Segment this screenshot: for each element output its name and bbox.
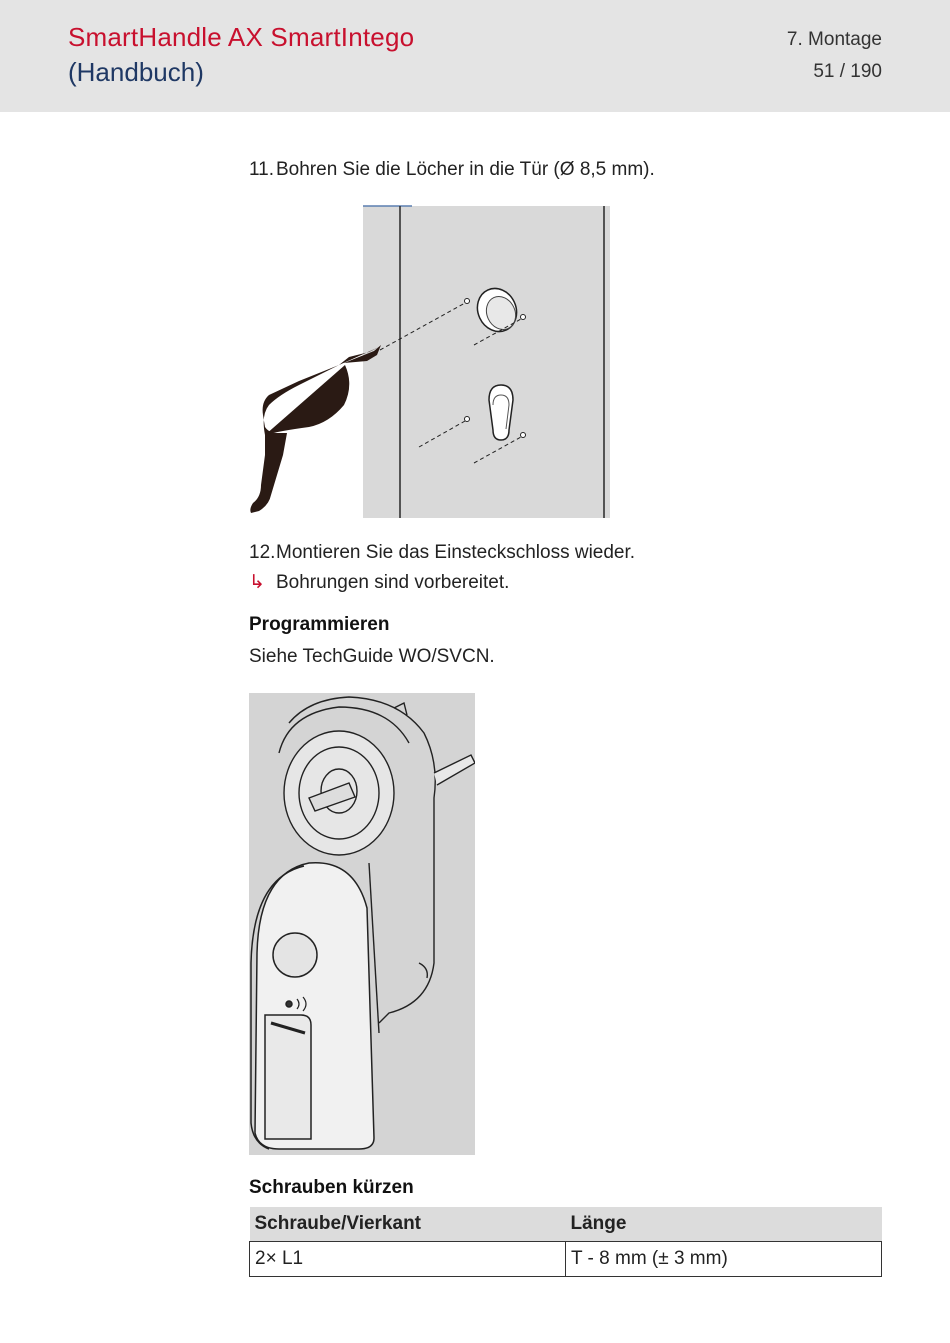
table-row — [250, 1242, 882, 1277]
cell-screw: 2× L1 — [250, 1242, 566, 1277]
step-result — [249, 571, 509, 594]
step-11 — [249, 159, 655, 181]
step-number: 11. — [249, 159, 275, 180]
column-header-length: Länge — [566, 1207, 882, 1242]
escutcheon-icon — [251, 863, 374, 1149]
screws-heading: Schrauben kürzen — [249, 1177, 414, 1198]
chapter-label: 7. Montage — [786, 29, 882, 50]
page-header — [0, 0, 950, 112]
table-header-row — [250, 1207, 882, 1242]
smarthandle-figure — [249, 693, 475, 1155]
step-12 — [249, 542, 635, 564]
smarthandle-illustration — [249, 693, 475, 1155]
step-text: Bohren Sie die Löcher in die Tür (Ø 8,5 mm). — [276, 159, 655, 180]
programming-text: Siehe TechGuide WO/SVCN. — [249, 646, 495, 667]
document-title: SmartHandle AX SmartIntego — [68, 22, 415, 52]
drill-door-figure — [249, 205, 611, 519]
result-text: Bohrungen sind vorbereitet. — [276, 572, 510, 593]
page-number: 51 / 190 — [813, 61, 882, 82]
column-header-screw: Schraube/Vierkant — [250, 1207, 566, 1242]
drilling-illustration — [249, 205, 611, 519]
screw-length-table — [249, 1207, 882, 1277]
step-number: 12. — [249, 542, 276, 563]
cell-length: T - 8 mm (± 3 mm) — [566, 1242, 882, 1277]
step-text: Montieren Sie das Einsteckschloss wieder. — [276, 542, 636, 563]
document-subtitle: (Handbuch) — [68, 57, 204, 87]
result-arrow-icon: ↳ — [249, 572, 265, 593]
drill-icon — [250, 345, 381, 513]
programming-heading: Programmieren — [249, 614, 390, 635]
